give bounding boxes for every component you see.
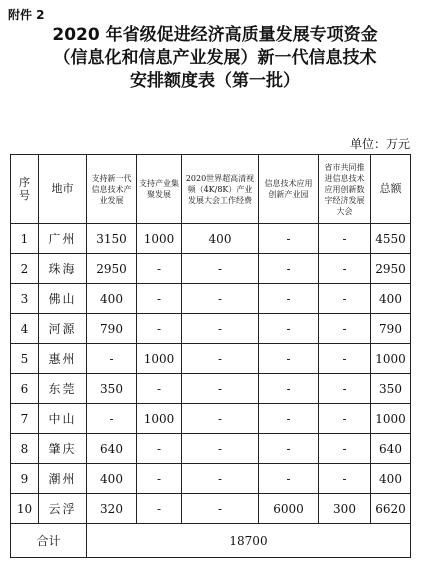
allocation-table (10, 154, 411, 558)
table-cell: - (259, 464, 319, 494)
table-cell: 320 (87, 494, 137, 524)
table-cell: 佛山 (39, 284, 87, 314)
table-cell: 400 (87, 464, 137, 494)
table-cell: - (87, 344, 137, 374)
table-cell: 惠州 (39, 344, 87, 374)
total-value: 18700 (87, 524, 411, 558)
table-cell: 6 (11, 374, 39, 404)
table-cell: 1000 (137, 344, 182, 374)
table-cell: - (319, 314, 371, 344)
table-cell: 6000 (259, 494, 319, 524)
header-digital-economy: 省市共同推进信息技术应用创新数字经济发展大会 (319, 155, 371, 224)
table-cell: - (137, 374, 182, 404)
table-cell: - (182, 404, 259, 434)
table-cell: 790 (87, 314, 137, 344)
table-cell: - (182, 344, 259, 374)
table-cell: 1000 (137, 404, 182, 434)
header-new-it: 支持新一代信息技术产业发展 (87, 155, 137, 224)
table-row (11, 254, 411, 284)
table-row (11, 314, 411, 344)
table-row (11, 224, 411, 254)
table-cell: - (137, 434, 182, 464)
title-line-3: 安排额度表（第一批） (130, 71, 300, 91)
table-cell: 肇庆 (39, 434, 87, 464)
header-row (11, 155, 411, 224)
header-total: 总额 (371, 155, 411, 224)
header-city: 地市 (39, 155, 87, 224)
table-cell: - (182, 284, 259, 314)
table-cell: - (319, 404, 371, 434)
table-cell: - (319, 464, 371, 494)
table-cell: - (87, 404, 137, 434)
table-cell: - (319, 344, 371, 374)
table-cell: 4550 (371, 224, 411, 254)
table-cell: 2950 (87, 254, 137, 284)
table-cell: - (182, 374, 259, 404)
table-cell: - (319, 434, 371, 464)
table-cell: - (319, 224, 371, 254)
table-cell: - (319, 284, 371, 314)
table-cell: 2 (11, 254, 39, 284)
table-row (11, 284, 411, 314)
table-cell: - (182, 254, 259, 284)
table-cell: 珠海 (39, 254, 87, 284)
table-cell: - (259, 434, 319, 464)
table-cell: - (259, 404, 319, 434)
table-row (11, 494, 411, 524)
table-cell: 8 (11, 434, 39, 464)
total-label: 合计 (11, 524, 87, 558)
table-cell: 7 (11, 404, 39, 434)
table-cell: 400 (87, 284, 137, 314)
table-cell: - (259, 314, 319, 344)
table-cell: 400 (182, 224, 259, 254)
table-row (11, 374, 411, 404)
table-cell: 400 (371, 464, 411, 494)
table-cell: - (319, 374, 371, 404)
table-cell: 5 (11, 344, 39, 374)
table-cell: 400 (371, 284, 411, 314)
table-cell: 10 (11, 494, 39, 524)
table-cell: 3150 (87, 224, 137, 254)
table-cell: - (259, 224, 319, 254)
table-cell: 河源 (39, 314, 87, 344)
table-cell: 1000 (371, 404, 411, 434)
table-cell: 2950 (371, 254, 411, 284)
title-line-2: （信息化和信息产业发展）新一代信息技术 (53, 48, 377, 68)
table-body (11, 224, 411, 524)
table-cell: 350 (371, 374, 411, 404)
table-cell: 1000 (371, 344, 411, 374)
table-cell: - (182, 434, 259, 464)
table-cell: - (137, 464, 182, 494)
table-cell: - (259, 344, 319, 374)
table-cell: 1 (11, 224, 39, 254)
table-cell: - (259, 254, 319, 284)
table-cell: - (319, 254, 371, 284)
table-row (11, 344, 411, 374)
table-cell: 6620 (371, 494, 411, 524)
header-uhd-conference: 2020世界超高清视频（4K/8K）产业发展大会工作经费 (182, 155, 259, 224)
table-cell: 4 (11, 314, 39, 344)
unit-label: 单位：万元 (349, 137, 410, 151)
total-row (11, 524, 411, 558)
title-line-1: 2020 年省级促进经济高质量发展专项资金 (52, 25, 378, 45)
table-cell: - (137, 284, 182, 314)
table-cell: - (137, 494, 182, 524)
table-cell: - (182, 494, 259, 524)
table-cell: 东莞 (39, 374, 87, 404)
table-cell: 潮州 (39, 464, 87, 494)
table-cell: 广州 (39, 224, 87, 254)
table-cell: 中山 (39, 404, 87, 434)
table-cell: - (259, 284, 319, 314)
table-cell: 1000 (137, 224, 182, 254)
table-cell: 云浮 (39, 494, 87, 524)
table-row (11, 434, 411, 464)
attachment-label: 附件 2 (8, 8, 45, 22)
table-cell: 3 (11, 284, 39, 314)
table-cell: - (259, 374, 319, 404)
table-cell: 640 (371, 434, 411, 464)
table-cell: - (137, 314, 182, 344)
header-cluster: 支持产业集聚发展 (137, 155, 182, 224)
table-cell: 300 (319, 494, 371, 524)
table-cell: - (137, 254, 182, 284)
table-row (11, 404, 411, 434)
table-cell: 9 (11, 464, 39, 494)
table-cell: 790 (371, 314, 411, 344)
table-row (11, 464, 411, 494)
header-it-park: 信息技术应用创新产业园 (259, 155, 319, 224)
table-cell: - (182, 464, 259, 494)
table-cell: 640 (87, 434, 137, 464)
table-cell: 350 (87, 374, 137, 404)
table-cell: - (182, 314, 259, 344)
header-index: 序号 (11, 155, 39, 224)
